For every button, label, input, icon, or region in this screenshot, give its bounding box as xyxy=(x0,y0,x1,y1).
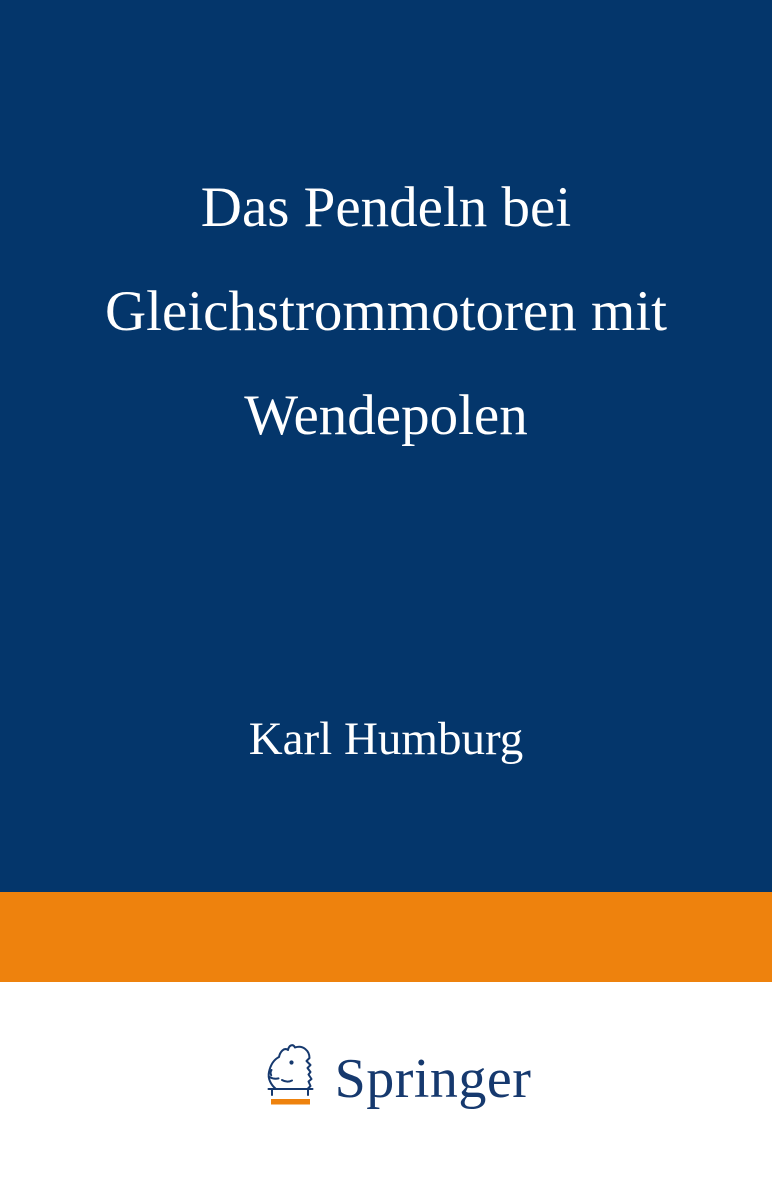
horse-nostril xyxy=(270,1070,271,1075)
horse-cheek xyxy=(282,1080,292,1082)
book-title-line-2: Gleichstrommotoren mit xyxy=(105,280,667,343)
horse-eye xyxy=(289,1060,293,1064)
horse-outline xyxy=(268,1045,311,1089)
book-title-line-1: Das Pendeln bei xyxy=(200,176,572,239)
springer-logo-text: Springer xyxy=(334,1048,532,1110)
book-title-line-3: Wendepolen xyxy=(244,384,528,447)
cover-bottom-panel xyxy=(0,982,772,1200)
logo-orange-underline xyxy=(271,1099,310,1105)
springer-logo xyxy=(261,1042,532,1110)
author-name: Karl Humburg xyxy=(248,713,524,765)
springer-horse-icon xyxy=(261,1042,319,1106)
horse-mouth xyxy=(269,1077,278,1079)
book-title xyxy=(0,156,772,468)
orange-band xyxy=(0,892,772,982)
